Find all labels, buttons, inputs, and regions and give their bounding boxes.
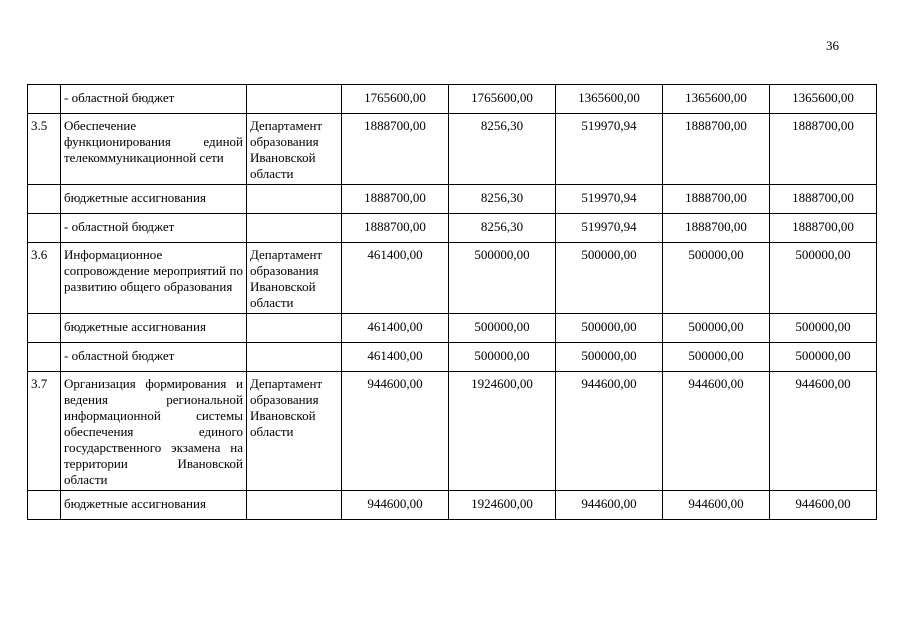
value-cell: 519970,94: [556, 185, 663, 214]
item-department: Департамент образования Ивановской области: [247, 114, 342, 185]
item-name: - областной бюджет: [61, 214, 247, 243]
item-number: 3.5: [28, 114, 61, 185]
value-cell: 461400,00: [342, 343, 449, 372]
item-name: Информационное сопровождение мероприятий по развитию общего образования: [61, 243, 247, 314]
value-cell: 944600,00: [663, 372, 770, 491]
item-name: бюджетные ассигнования: [61, 491, 247, 520]
table-row: [28, 372, 877, 491]
value-cell: 500000,00: [449, 343, 556, 372]
item-number: [28, 314, 61, 343]
item-department: [247, 491, 342, 520]
value-cell: 1888700,00: [770, 114, 877, 185]
table-row: [28, 343, 877, 372]
value-cell: 8256,30: [449, 185, 556, 214]
item-number: [28, 491, 61, 520]
item-name: бюджетные ассигнования: [61, 314, 247, 343]
value-cell: 1365600,00: [770, 85, 877, 114]
value-cell: 1888700,00: [342, 185, 449, 214]
value-cell: 1888700,00: [342, 214, 449, 243]
value-cell: 944600,00: [770, 491, 877, 520]
item-name: - областной бюджет: [61, 85, 247, 114]
value-cell: 944600,00: [342, 491, 449, 520]
value-cell: 461400,00: [342, 243, 449, 314]
table-row: [28, 114, 877, 185]
item-department: [247, 185, 342, 214]
value-cell: 8256,30: [449, 114, 556, 185]
value-cell: 1888700,00: [342, 114, 449, 185]
value-cell: 519970,94: [556, 214, 663, 243]
value-cell: 1765600,00: [342, 85, 449, 114]
table-row: [28, 314, 877, 343]
value-cell: 500000,00: [556, 314, 663, 343]
item-department: [247, 314, 342, 343]
value-cell: 944600,00: [342, 372, 449, 491]
value-cell: 1888700,00: [770, 214, 877, 243]
table-row: [28, 185, 877, 214]
value-cell: 1888700,00: [663, 185, 770, 214]
item-department: [247, 214, 342, 243]
value-cell: 944600,00: [556, 491, 663, 520]
table-row: [28, 491, 877, 520]
value-cell: 1365600,00: [663, 85, 770, 114]
value-cell: 461400,00: [342, 314, 449, 343]
value-cell: 1888700,00: [663, 114, 770, 185]
value-cell: 500000,00: [770, 243, 877, 314]
value-cell: 944600,00: [556, 372, 663, 491]
value-cell: 944600,00: [663, 491, 770, 520]
value-cell: 1365600,00: [556, 85, 663, 114]
value-cell: 500000,00: [770, 314, 877, 343]
value-cell: 500000,00: [663, 314, 770, 343]
item-department: Департамент образования Ивановской области: [247, 243, 342, 314]
value-cell: 500000,00: [663, 343, 770, 372]
item-department: [247, 343, 342, 372]
item-number: 3.6: [28, 243, 61, 314]
value-cell: 1765600,00: [449, 85, 556, 114]
value-cell: 500000,00: [770, 343, 877, 372]
table-row: [28, 85, 877, 114]
item-department: Департамент образования Ивановской области: [247, 372, 342, 491]
item-number: [28, 85, 61, 114]
item-number: [28, 214, 61, 243]
value-cell: 500000,00: [556, 243, 663, 314]
table-row: [28, 243, 877, 314]
item-number: 3.7: [28, 372, 61, 491]
table-row: [28, 214, 877, 243]
value-cell: 500000,00: [449, 314, 556, 343]
value-cell: 1924600,00: [449, 372, 556, 491]
item-name: - областной бюджет: [61, 343, 247, 372]
item-department: [247, 85, 342, 114]
item-name: бюджетные ассигнования: [61, 185, 247, 214]
budget-table: [27, 84, 877, 520]
value-cell: 500000,00: [449, 243, 556, 314]
item-name: Обеспечение функционирования единой телекоммуникационной сети: [61, 114, 247, 185]
value-cell: 944600,00: [770, 372, 877, 491]
item-name: Организация формирования и ведения региональной информационной системы обеспечения единого государственного экзамена на территории Ивановской области: [61, 372, 247, 491]
value-cell: 8256,30: [449, 214, 556, 243]
item-number: [28, 185, 61, 214]
value-cell: 519970,94: [556, 114, 663, 185]
value-cell: 1888700,00: [663, 214, 770, 243]
value-cell: 500000,00: [556, 343, 663, 372]
value-cell: 500000,00: [663, 243, 770, 314]
item-number: [28, 343, 61, 372]
value-cell: 1924600,00: [449, 491, 556, 520]
page-number: 36: [826, 38, 839, 53]
value-cell: 1888700,00: [770, 185, 877, 214]
